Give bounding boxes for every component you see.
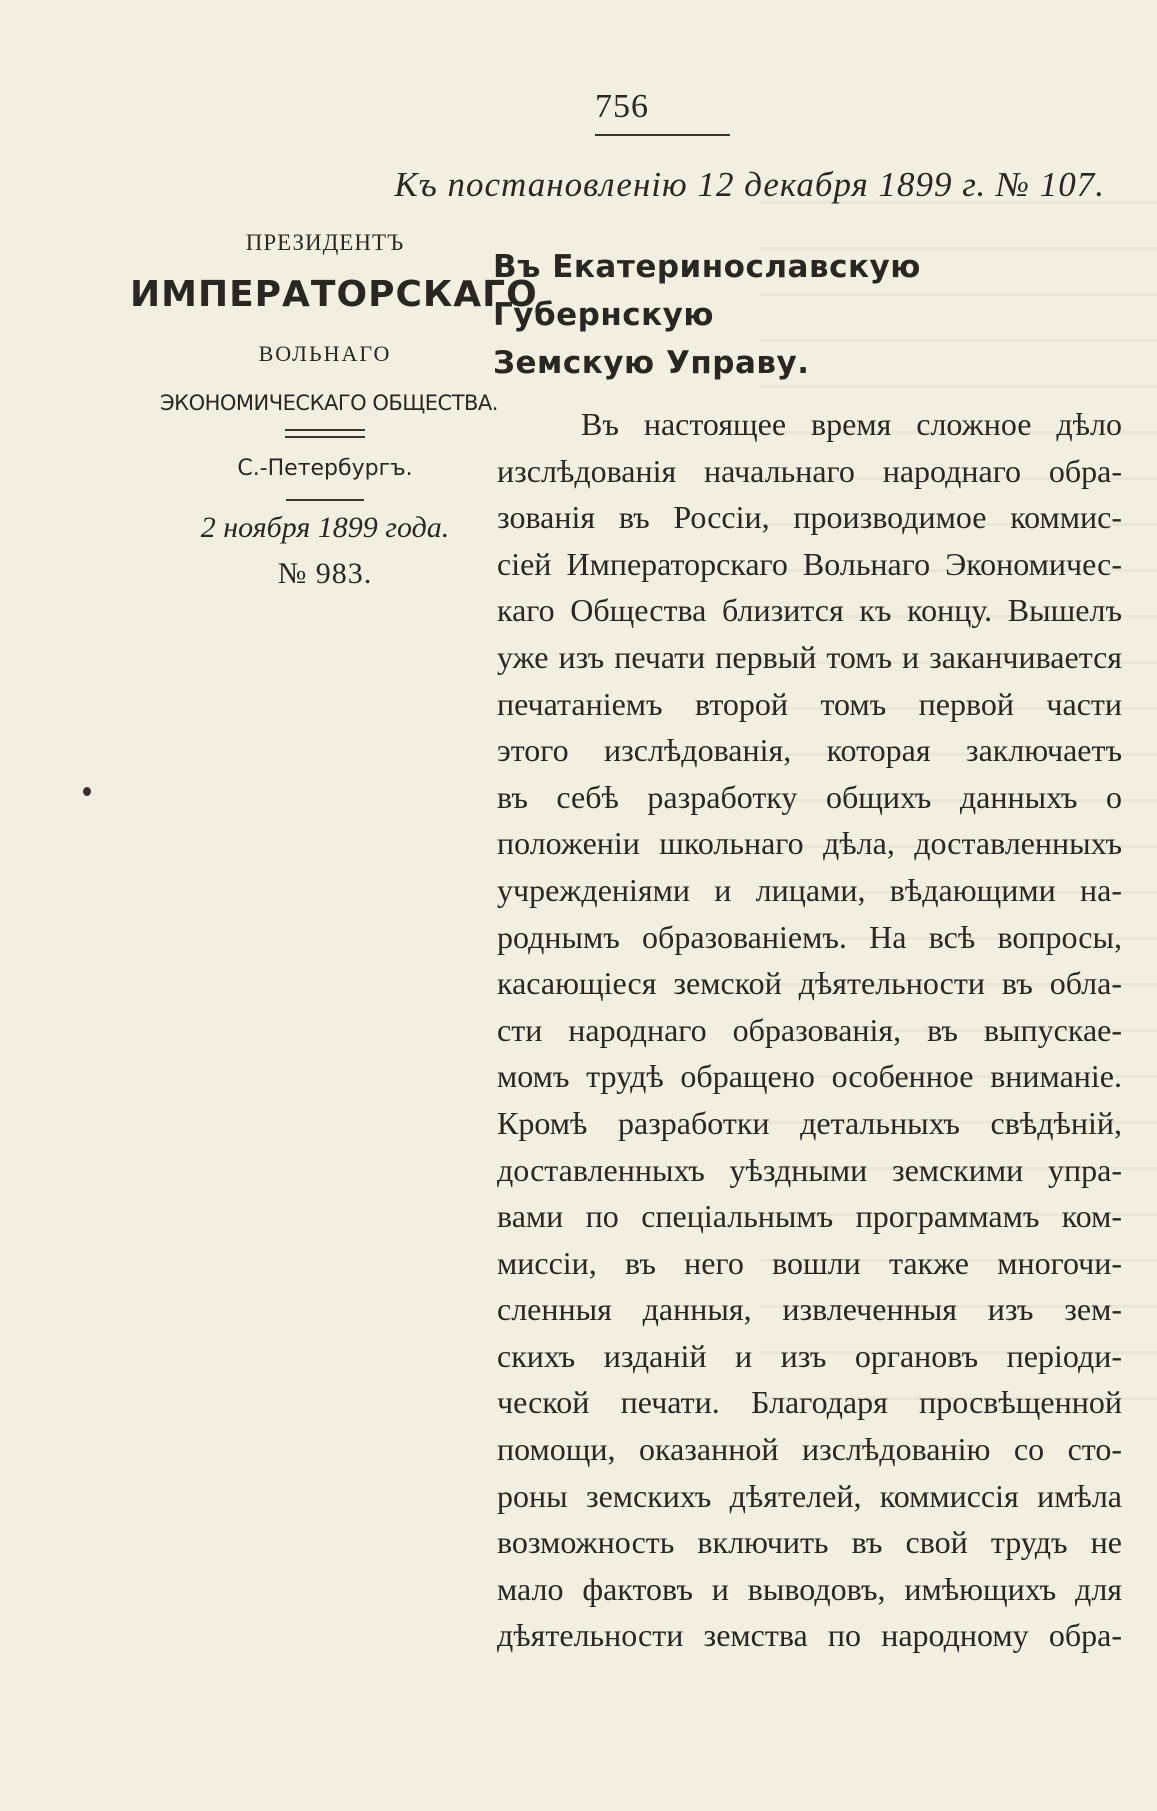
body-line: дѣятельности земства по народному обра- (497, 1617, 1122, 1654)
body-line: Кромѣ разработки детальныхъ свѣдѣній, (497, 1104, 1122, 1141)
body-line: изслѣдованія начальнаго народнаго обра- (497, 452, 1122, 489)
body-line: момъ трудѣ обращено особенное вниманіе. (497, 1058, 1122, 1095)
letter-date: 2 ноября 1899 года. (200, 511, 450, 544)
sender-line-imperial: ИМПЕРАТОРСКАГО (130, 274, 538, 315)
body-line: роднымъ образованіемъ. На всѣ вопросы, (497, 918, 1122, 955)
body-line: сти народнаго образованія, въ выпускае- (497, 1011, 1122, 1048)
page-number: 756 (595, 88, 649, 125)
sender-block (130, 230, 538, 591)
body-line: сленныя данныя, извлеченныя изъ зем- (497, 1291, 1122, 1328)
body-line: положеніи школьнаго дѣла, доставленныхъ (497, 825, 1122, 862)
addressee-heading (493, 243, 1123, 387)
body-line: печатаніемъ второй томъ первой части (497, 685, 1122, 722)
body-line: вами по спеціальнымъ программамъ ком- (497, 1198, 1122, 1235)
body-line: доставленныхъ уѣздными земскими упра- (497, 1151, 1122, 1188)
body-line: сіей Императорскаго Вольнаго Экономичес- (497, 545, 1122, 582)
body-line: каго Общества близится къ концу. Вышелъ (497, 592, 1122, 629)
letter-body (497, 401, 1122, 1659)
body-line: возможность включить въ свой трудъ не (497, 1524, 1122, 1561)
ink-spot (83, 787, 91, 796)
body-line: учрежденіями и лицами, вѣдающими на- (497, 871, 1122, 908)
page-number-rule (595, 134, 730, 136)
letter-number: № 983. (277, 557, 373, 590)
resolution-reference: Къ постановленію 12 декабря 1899 г. № 107. (394, 165, 1105, 204)
body-line: уже изъ печати первый томъ и заканчивается (497, 638, 1122, 675)
addressee-line-2: Земскую Управу. (493, 345, 810, 381)
sender-line-free: ВОЛЬНАГО (258, 341, 392, 366)
body-line: касающіеся земской дѣятельности въ обла- (497, 965, 1122, 1002)
body-line: скихъ изданій и изъ органовъ періоди- (497, 1337, 1122, 1374)
body-line: ческой печати. Благодаря просвѣщенной (497, 1384, 1122, 1421)
body-line: миссіи, въ него вошли также многочи- (497, 1244, 1122, 1281)
rule-divider (286, 499, 364, 501)
body-line: зованія въ Россіи, производимое коммис- (497, 499, 1122, 536)
body-line: Въ настоящее время сложное дѣло (581, 406, 1122, 442)
body-line: роны земскихъ дѣятелей, коммиссія имѣла (497, 1477, 1122, 1514)
body-line: помощи, оказанной изслѣдованію со сто- (497, 1431, 1122, 1468)
addressee-line-1: Въ Екатеринославскую Губернскую (493, 249, 921, 333)
body-line: въ себѣ разработку общихъ данныхъ о (497, 778, 1122, 815)
body-line: этого изслѣдованія, которая заключаетъ (497, 732, 1122, 769)
body-line: мало фактовъ и выводовъ, имѣющихъ для (497, 1570, 1122, 1607)
sender-title: ПРЕЗИДЕНТЪ (245, 230, 405, 255)
double-rule-divider (285, 429, 365, 438)
sender-line-society: ЭКОНОМИЧЕСКАГО ОБЩЕСТВА. (160, 391, 498, 415)
sender-city: С.-Петербургъ. (237, 456, 413, 481)
